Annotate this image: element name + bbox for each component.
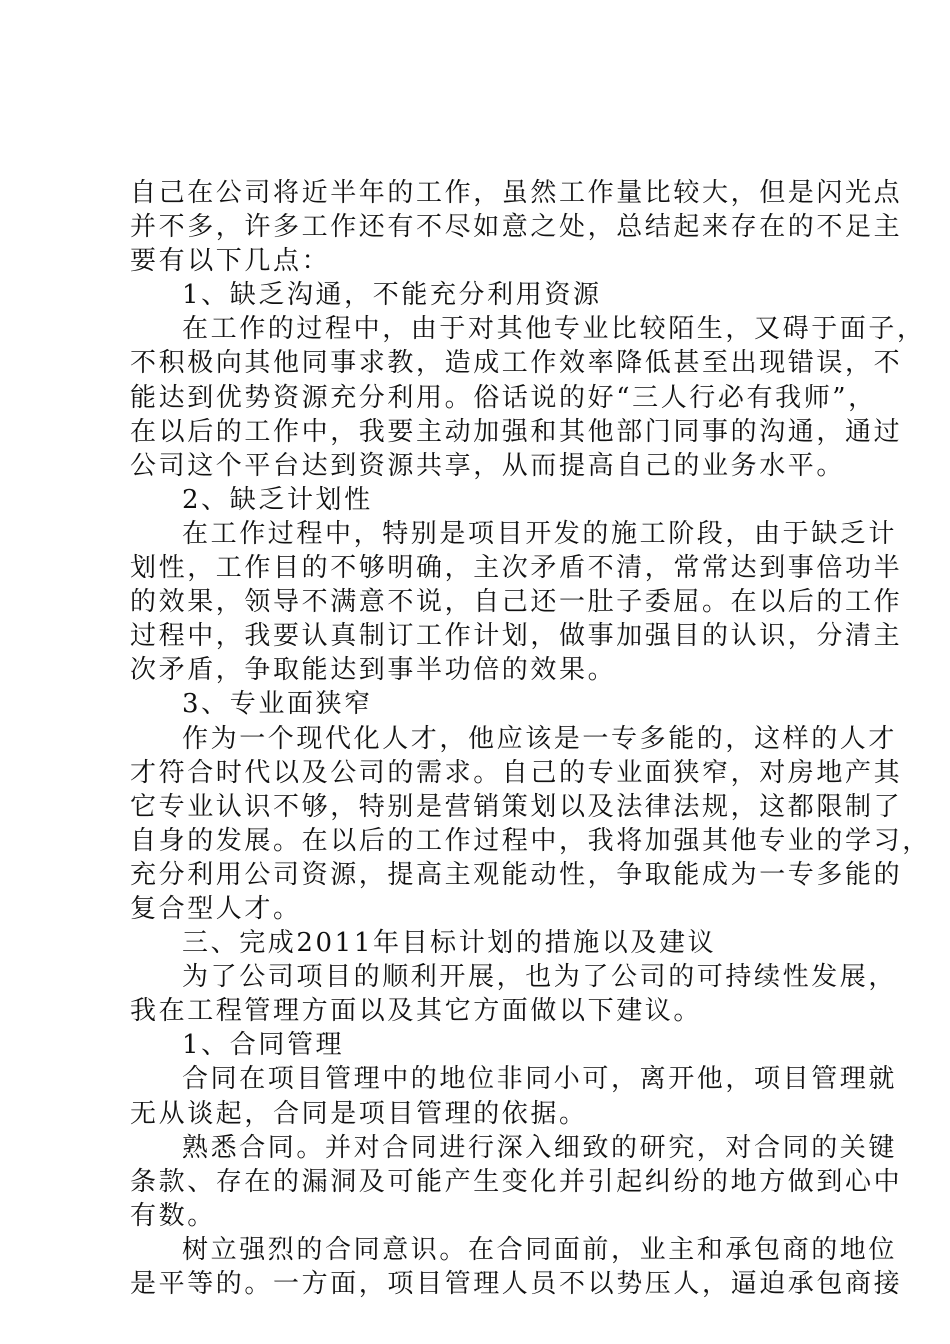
text-line: 无从谈起，合同是项目管理的依据。 [130, 1098, 588, 1129]
text-line: 1、缺乏沟通，不能充分利用资源 [182, 280, 602, 311]
text-line: 3、专业面狭窄 [182, 689, 373, 720]
text-line: 是平等的。一方面，项目管理人员不以势压人，逼迫承包商接 [130, 1269, 903, 1299]
text-line: 有数。 [130, 1200, 216, 1231]
text-line: 复合型人才。 [130, 893, 302, 924]
text-line: 的效果，领导不满意不说，自己还一肚子委屈。在以后的工作 [130, 587, 903, 618]
text-line: 能达到优势资源充分利用。俗话说的好“三人行必有我师”， [130, 382, 877, 413]
document-body [130, 176, 931, 1301]
text-line: 合同在项目管理中的地位非同小可，离开他，项目管理就 [182, 1064, 898, 1095]
text-line: 为了公司项目的顺利开展，也为了公司的可持续性发展， [182, 962, 898, 993]
text-line: 自身的发展。在以后的工作过程中，我将加强其他专业的学习， [130, 825, 931, 856]
text-line: 划性，工作目的不够明确，主次矛盾不清，常常达到事倍功半 [130, 553, 903, 584]
text-line: 次矛盾，争取能达到事半功倍的效果。 [130, 655, 617, 686]
text-line: 公司这个平台达到资源共享，从而提高自己的业务水平。 [130, 450, 846, 481]
text-line: 过程中，我要认真制订工作计划，做事加强目的认识，分清主 [130, 621, 903, 652]
text-line: 要有以下几点： [130, 246, 331, 277]
text-line: 不积极向其他同事求教，造成工作效率降低甚至出现错误，不 [130, 348, 903, 379]
text-line: 树立强烈的合同意识。在合同面前，业主和承包商的地位 [182, 1234, 898, 1265]
text-line: 作为一个现代化人才，他应该是一专多能的，这样的人才 [182, 723, 898, 754]
text-line: 我在工程管理方面以及其它方面做以下建议。 [130, 996, 703, 1027]
text-line: 在以后的工作中，我要主动加强和其他部门同事的沟通，通过 [130, 416, 903, 447]
text-line: 1、合同管理 [182, 1030, 345, 1061]
text-line: 熟悉合同。并对合同进行深入细致的研究，对合同的关键 [182, 1132, 898, 1163]
text-line: 在工作的过程中，由于对其他专业比较陌生，又碍于面子， [182, 314, 926, 345]
text-line: 充分利用公司资源，提高主观能动性，争取能成为一专多能的 [130, 859, 903, 890]
text-line: 并不多，许多工作还有不尽如意之处，总结起来存在的不足主 [130, 212, 903, 243]
text-line: 在工作过程中，特别是项目开发的施工阶段，由于缺乏计 [182, 518, 898, 549]
text-line: 它专业认识不够，特别是营销策划以及法律法规，这都限制了 [130, 791, 903, 822]
text-line: 才符合时代以及公司的需求。自己的专业面狭窄，对房地产其 [130, 757, 903, 788]
text-line: 三、完成2011年目标计划的措施以及建议 [182, 928, 717, 959]
text-line: 2、缺乏计划性 [182, 484, 373, 515]
text-line: 自己在公司将近半年的工作，虽然工作量比较大，但是闪光点 [130, 178, 903, 208]
text-line: 条款、存在的漏洞及可能产生变化并引起纠纷的地方做到心中 [130, 1166, 903, 1197]
